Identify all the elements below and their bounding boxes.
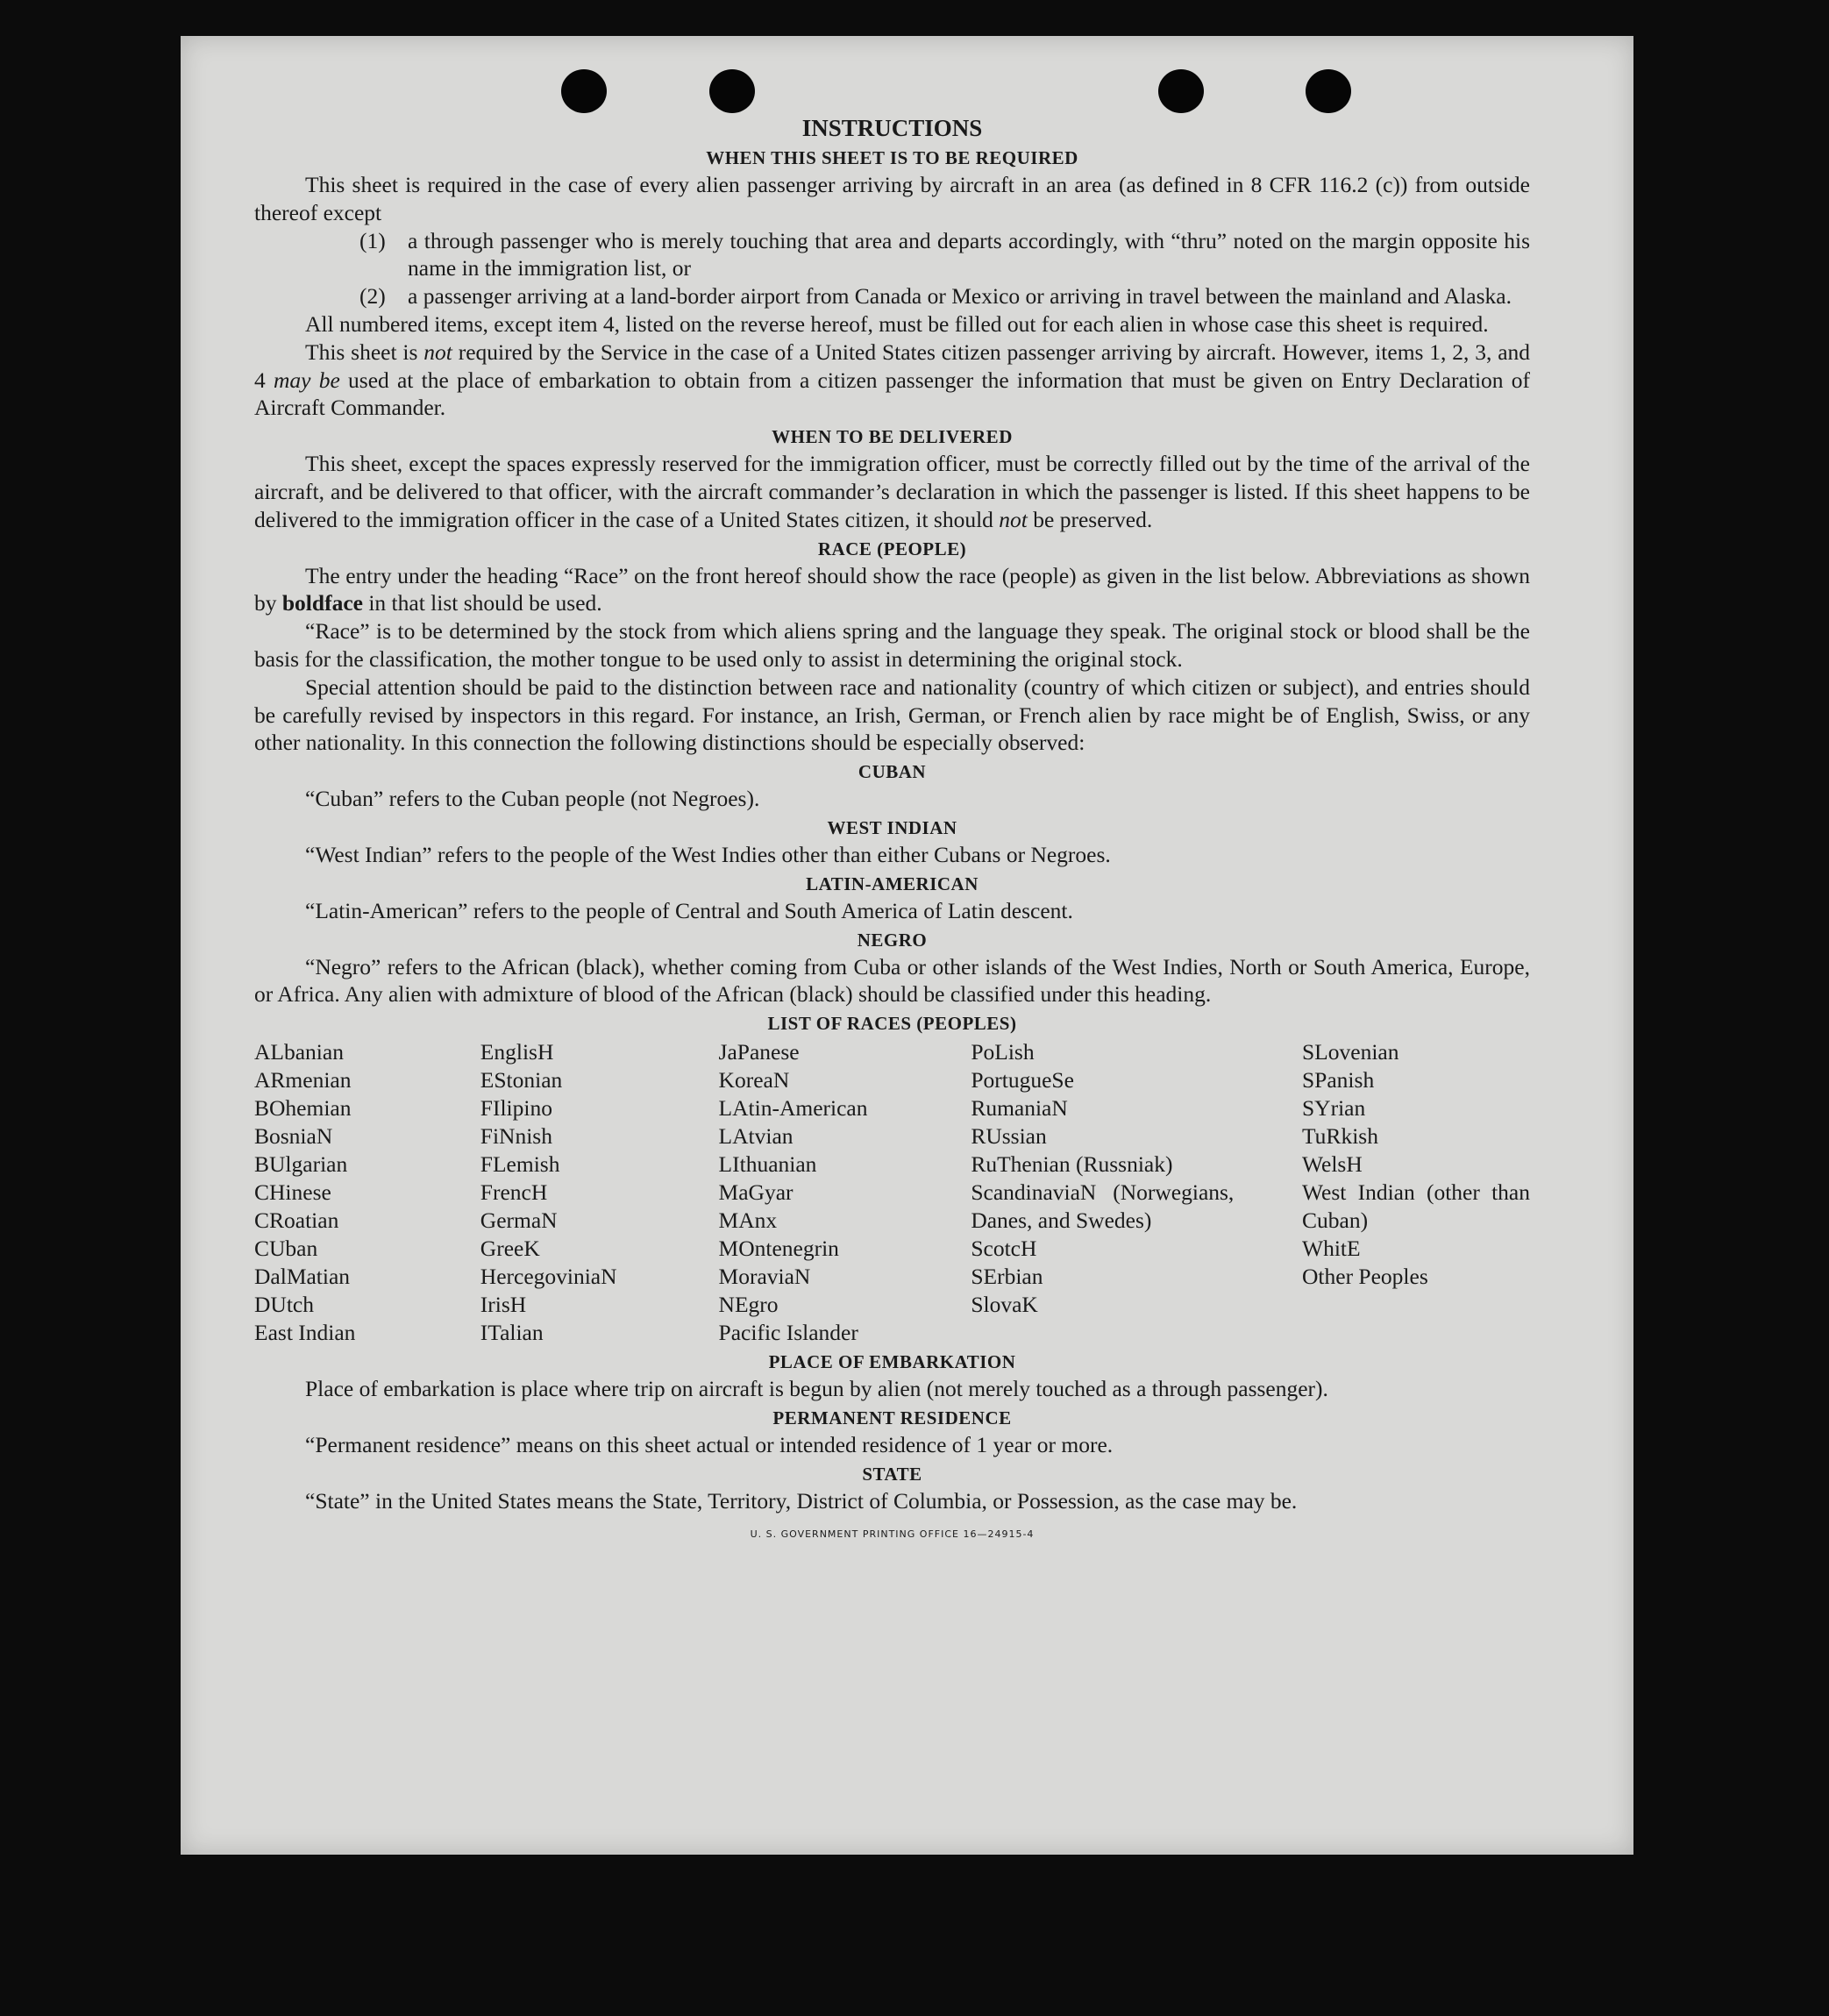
paragraph: Special attention should be paid to the distinction between race and nationality (country of which citizen or subject), and entries should be carefully revised by inspectors in this regard. For instance, an Irish, German, or French alien by race might be of English, Swiss, or any other nationality. In this connection the following distinctions should be especially observed: [254,673,1530,756]
race-item: DalMatian [254,1264,351,1290]
section-heading: WHEN TO BE DELIVERED [772,426,1013,448]
section-heading: PLACE OF EMBARKATION [768,1351,1016,1373]
race-item: RumaniaN [971,1095,1068,1122]
page-title: INSTRUCTIONS [801,115,983,141]
paragraph: The entry under the heading “Race” on the front hereof should show the race (people) as given in the list below. Abbreviations as shown by boldface in that list should be used. [254,562,1530,616]
race-item: WelsH [1302,1151,1363,1178]
section-heading: WHEN THIS SHEET IS TO BE REQUIRED [706,147,1078,168]
race-item: JaPanese [718,1039,800,1065]
race-item: NEgro [718,1292,779,1318]
race-item: SPanish [1302,1067,1375,1093]
race-item: FrencH [480,1179,548,1206]
race-item: CRoatian [254,1207,339,1234]
race-column [480,1038,719,1347]
race-item: BosniaN [254,1123,333,1150]
race-item: MaGyar [718,1179,794,1206]
race-item: CUban [254,1236,318,1262]
instructions-body [254,113,1530,1548]
race-item: EnglisH [480,1039,554,1065]
paragraph: “Negro” refers to the African (black), whether coming from Cuba or other islands of the West Indies, North or South America, Europe, or Africa. Any alien with admixture of blood of the African (black) should be classified under this heading. [254,953,1530,1008]
printer-footer: U. S. GOVERNMENT PRINTING OFFICE 16—24915-4 [750,1528,1035,1540]
paragraph: “West Indian” refers to the people of the West Indies other than either Cubans or Negroes. [305,841,1111,867]
race-column [971,1038,1302,1347]
race-item: ScotcH [971,1236,1037,1262]
paragraph: All numbered items, except item 4, listed on the reverse hereof, must be filled out for each alien in whose case this sheet is required. [305,310,1489,337]
race-item: LAtvian [718,1123,794,1150]
race-item: West Indian (other than Cuban) [1302,1179,1530,1234]
race-item: BUlgarian [254,1151,348,1178]
paragraph: This sheet, except the spaces expressly reserved for the immigration officer, must be correctly filled out by the time of the arrival of the aircraft, and be delivered to that officer, with the aircraft commander’s declaration in which the passenger is listed. If this sheet happens to be delivered to the immigration officer in the case of a United States citizen, it should not be preserved. [254,451,1530,532]
paragraph: This sheet is not required by the Service in the case of a United States citizen passenger arriving by aircraft. However, items 1, 2, 3, and 4 may be used at the place of embarkation to obtain from a citizen passenger the information that must be given on Entry Declaration of Aircraft Commander. [254,338,1531,421]
race-item: East Indian [254,1320,356,1346]
race-list [254,1038,1530,1347]
race-item: SLovenian [1302,1039,1399,1065]
paragraph: “Permanent residence” means on this sheet actual or intended residence of 1 year or more. [305,1431,1114,1457]
race-item: FiNnish [480,1123,552,1150]
race-item: GreeK [480,1236,540,1262]
race-item: LAtin-American [718,1095,868,1122]
race-column [1302,1038,1530,1347]
punch-hole [561,69,607,113]
exception-item: (2) a passenger arriving at a land-border airport from Canada or Mexico or arriving in travel between the mainland and Alaska. [359,283,1512,310]
race-item: IrisH [480,1292,527,1318]
race-item: MOntenegrin [718,1236,839,1262]
race-item: MAnx [718,1207,778,1234]
punch-hole [709,69,755,113]
race-item: SErbian [971,1264,1043,1290]
race-item: SYrian [1302,1095,1366,1122]
exception-item: (1) a through passenger who is merely touching that area and departs accordingly, with “thru” noted on the margin opposite his name in the immigration list, or [359,227,1530,281]
punch-hole [1158,69,1204,113]
race-column [254,1038,480,1347]
race-item: PortugueSe [971,1067,1074,1093]
race-item: ALbanian [254,1039,344,1065]
race-item: MoraviaN [718,1264,811,1290]
race-item: TuRkish [1302,1123,1378,1150]
race-item: HercegoviniaN [480,1264,617,1290]
race-item: RUssian [971,1123,1047,1150]
section-heading: LATIN-AMERICAN [806,873,979,894]
section-heading: STATE [862,1463,922,1485]
section-heading: LIST OF RACES (PEOPLES) [767,1013,1017,1035]
punch-hole [1306,69,1351,113]
race-item: ITalian [480,1320,544,1346]
race-item: WhitE [1302,1236,1361,1262]
paragraph: “Cuban” refers to the Cuban people (not Negroes). [305,786,760,812]
race-column [719,1038,971,1347]
section-heading: WEST INDIAN [827,816,957,838]
race-item: SlovaK [971,1292,1038,1318]
race-item: RuThenian (Russniak) [971,1151,1173,1178]
paragraph: This sheet is required in the case of every alien passenger arriving by aircraft in an area (as defined in 8 CFR 116.2 (c)) from outside thereof except [254,172,1530,225]
race-item: DUtch [254,1292,314,1318]
paragraph: “State” in the United States means the State, Territory, District of Columbia, or Possession, as the case may be. [305,1487,1298,1514]
paragraph: Place of embarkation is place where trip on aircraft is begun by alien (not merely touched as a through passenger). [305,1376,1328,1402]
race-item: ARmenian [254,1067,352,1093]
race-item: EStonian [480,1067,563,1093]
section-heading: PERMANENT RESIDENCE [772,1407,1012,1428]
race-item: ScandinaviaN (Norwegians, Danes, and Swedes) [971,1179,1235,1234]
section-heading: RACE (PEOPLE) [817,538,967,559]
race-item: LIthuanian [718,1151,817,1178]
race-item: Pacific Islander [718,1320,858,1346]
race-item: FLemish [480,1151,560,1178]
document-page [181,36,1633,1855]
race-item: FIlipino [480,1095,552,1122]
race-item: BOhemian [254,1095,352,1122]
race-item: Other Peoples [1302,1264,1428,1290]
race-item: PoLish [971,1039,1035,1065]
paragraph: “Race” is to be determined by the stock from which aliens spring and the language they speak. The original stock or blood shall be the basis for the classification, the mother tongue to be used only to assist in determining the original stock. [254,618,1530,672]
race-item: GermaN [480,1207,558,1234]
section-heading: CUBAN [858,761,927,783]
race-item: KoreaN [718,1067,790,1093]
paragraph: “Latin-American” refers to the people of Central and South America of Latin descent. [305,897,1073,923]
section-heading: NEGRO [857,929,928,951]
race-item: CHinese [254,1179,331,1206]
